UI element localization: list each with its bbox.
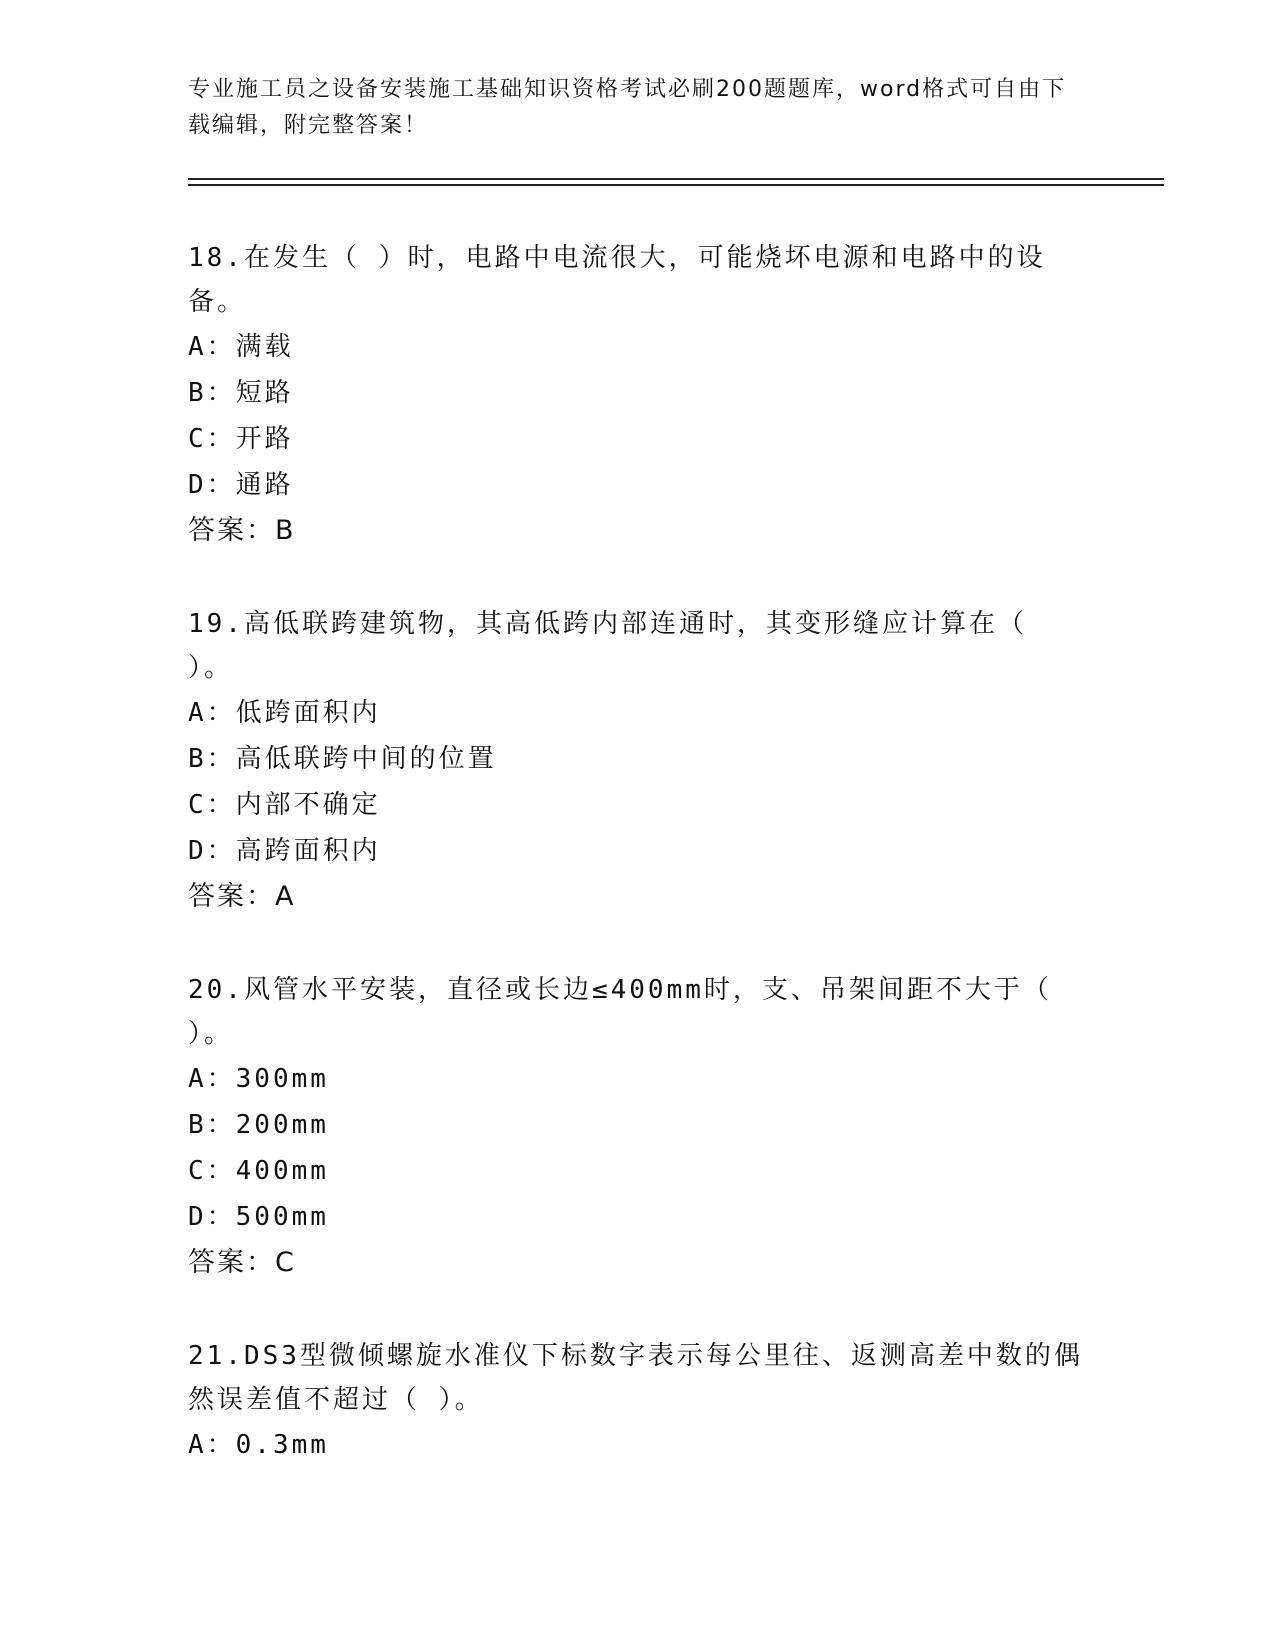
option-a: A：低跨面积内 (188, 698, 381, 728)
option-b: B：短路 (188, 378, 294, 408)
question-18 (188, 236, 1088, 554)
option-c: C：内部不确定 (188, 790, 381, 820)
option-c: C：400mm (188, 1156, 329, 1186)
header-divider-secondary (188, 184, 1164, 186)
option-c: C：开路 (188, 424, 294, 454)
question-20 (188, 968, 1088, 1286)
option-d: D：高跨面积内 (188, 836, 381, 866)
option-a: A：300mm (188, 1064, 329, 1094)
answer-line: 答案：C (188, 1247, 296, 1278)
option-b: B：高低联跨中间的位置 (188, 744, 497, 774)
question-21 (188, 1334, 1088, 1468)
option-b: B：200mm (188, 1110, 329, 1140)
option-a: A：0.3mm (188, 1430, 329, 1460)
option-a: A：满载 (188, 332, 294, 362)
document-header: 专业施工员之设备安装施工基础知识资格考试必刷200题题库，word格式可自由下载编辑，附完整答案！ (188, 77, 1067, 138)
answer-line: 答案：B (188, 515, 296, 546)
question-19 (188, 602, 1088, 920)
question-stem: 19.高低联跨建筑物，其高低跨内部连通时，其变形缝应计算在（ ）。 (188, 609, 1027, 683)
header-divider (188, 178, 1164, 180)
option-d: D：500mm (188, 1202, 329, 1232)
option-d: D：通路 (188, 470, 294, 500)
question-stem: 21.DS3型微倾螺旋水准仪下标数字表示每公里往、返测高差中数的偶然误差值不超过（ ）。 (188, 1341, 1083, 1415)
question-stem: 20.风管水平安装，直径或长边≤400mm时，支、吊架间距不大于（ ）。 (188, 975, 1052, 1049)
question-stem: 18.在发生（ ）时，电路中电流很大，可能烧坏电源和电路中的设备。 (188, 243, 1046, 317)
answer-line: 答案：A (188, 881, 296, 912)
